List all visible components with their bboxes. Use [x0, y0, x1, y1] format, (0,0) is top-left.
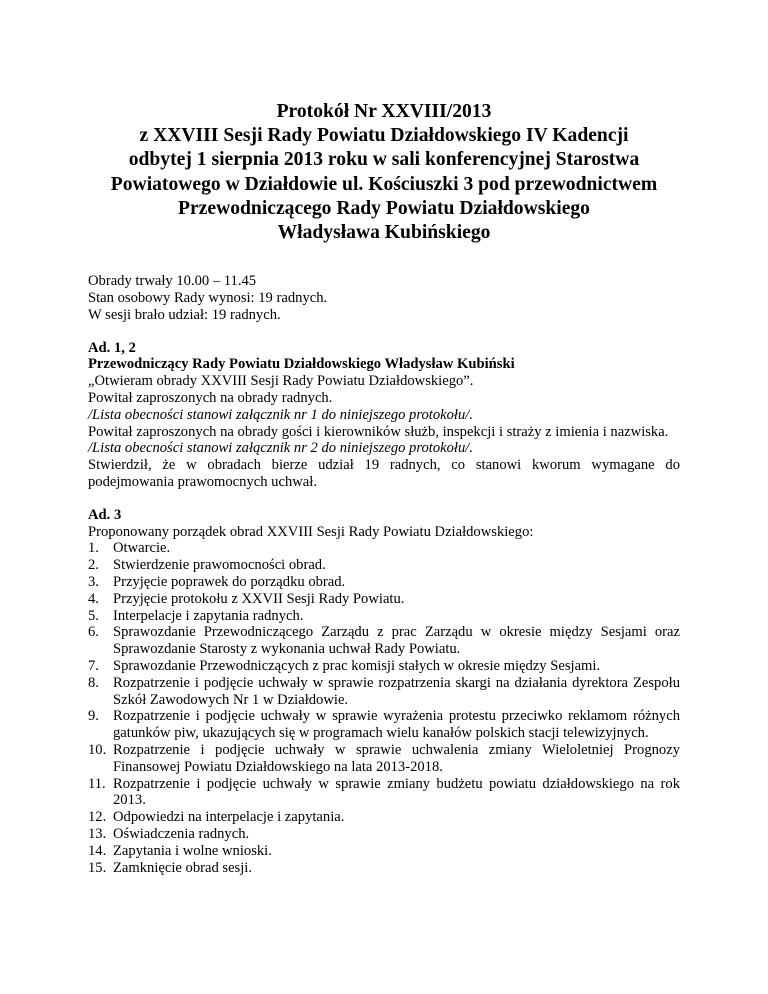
agenda-item-number: 7. [88, 657, 99, 674]
title-line: Przewodniczącego Rady Powiatu Działdowskiego [178, 197, 590, 219]
ad12-attachment-1: /Lista obecności stanowi załącznik nr 1 do niniejszego protokołu/. [88, 406, 473, 423]
agenda-item-number: 4. [88, 590, 99, 607]
ad12-quote: „Otwieram obrady XXVIII Sesji Rady Powiatu Działdowskiego”. [88, 373, 474, 390]
agenda-item [88, 826, 680, 843]
agenda-item-text: Zapytania i wolne wnioski. [113, 842, 272, 859]
document-page [88, 100, 680, 876]
agenda-item-text: Zamknięcie obrad sesji. [113, 859, 252, 876]
council-size: Stan osobowy Rady wynosi: 19 radnych. [88, 290, 328, 307]
title-line: Władysława Kubińskiego [277, 222, 491, 244]
agenda-item-number: 3. [88, 573, 99, 590]
agenda-list [88, 540, 680, 876]
agenda-item-text: Przyjęcie poprawek do porządku obrad. [113, 573, 346, 590]
title-line: z XXVIII Sesji Rady Powiatu Działdowskiego IV Kadencji [139, 125, 629, 147]
agenda-item [88, 624, 680, 658]
agenda-item [88, 574, 680, 591]
agenda-item-number: 1. [88, 540, 99, 557]
agenda-item-text: Przyjęcie protokołu z XXVII Sesji Rady Powiatu. [113, 590, 405, 607]
ad12-heading: Ad. 1, 2 [88, 339, 136, 356]
agenda-item [88, 658, 680, 675]
agenda-item [88, 776, 680, 810]
agenda-item-number: 9. [88, 708, 99, 725]
session-duration: Obrady trwały 10.00 – 11.45 [88, 273, 257, 290]
agenda-item [88, 809, 680, 826]
agenda-item-text: Rozpatrzenie i podjęcie uchwały w sprawie uchwalenia zmiany Wieloletniej Prognozy Finansowej Powiatu Działdowskiego na lata 2013-2018. [113, 741, 680, 775]
agenda-item-number: 8. [88, 674, 99, 691]
agenda-item-number: 13. [88, 825, 107, 842]
agenda-item-number: 6. [88, 624, 99, 641]
agenda-item [88, 591, 680, 608]
title-line: odbytej 1 sierpnia 2013 roku w sali konferencyjnej Starostwa [128, 149, 640, 171]
agenda-item [88, 742, 680, 776]
agenda-item-number: 2. [88, 557, 99, 574]
title-line: Protokół Nr XXVIII/2013 [276, 101, 492, 122]
ad12-speaker: Przewodniczący Rady Powiatu Działdowskiego Władysław Kubiński [88, 356, 515, 373]
agenda-item [88, 860, 680, 877]
agenda-item-text: Rozpatrzenie i podjęcie uchwały w sprawie zmiany budżetu powiatu działdowskiego na rok 2013. [113, 775, 680, 809]
agenda-item [88, 540, 680, 557]
ad3-intro: Proponowany porządek obrad XXVIII Sesji Rady Powiatu Działdowskiego: [88, 523, 534, 540]
title-line: Powiatowego w Działdowie ul. Kościuszki 3 pod przewodnictwem [110, 173, 658, 195]
ad3-heading: Ad. 3 [88, 506, 122, 523]
agenda-item-number: 10. [88, 741, 107, 758]
ad12-welcome-guests: Powitał zaproszonych na obrady gości i kierowników służb, inspekcji i straży z imienia i nazwiska. [88, 423, 669, 440]
agenda-item [88, 608, 680, 625]
agenda-item-number: 12. [88, 809, 107, 826]
attendance: W sesji brało udział: 19 radnych. [88, 306, 281, 323]
agenda-item-number: 14. [88, 842, 107, 859]
agenda-item-text: Oświadczenia radnych. [113, 825, 250, 842]
agenda-item-text: Rozpatrzenie i podjęcie uchwały w sprawie wyrażenia protestu przeciwko reklamom różnych gatunków piw, ukazujących się w programach wielu kanałów polskich stacji telewizyjnych. [113, 708, 680, 742]
ad12-attachment-2: /Lista obecności stanowi załącznik nr 2 do niniejszego protokołu/. [88, 440, 473, 457]
agenda-item-number: 11. [88, 775, 106, 792]
ad12-welcome-councillors: Powitał zaproszonych na obrady radnych. [88, 390, 333, 406]
agenda-item [88, 843, 680, 860]
agenda-item-text: Otwarcie. [113, 540, 171, 557]
agenda-item-number: 5. [88, 607, 99, 624]
agenda-item-text: Stwierdzenie prawomocności obrad. [113, 557, 326, 574]
agenda-item-text: Odpowiedzi na interpelacje i zapytania. [113, 809, 345, 826]
ad12-section [88, 340, 680, 491]
agenda-item-number: 15. [88, 859, 107, 876]
agenda-item [88, 675, 680, 709]
protocol-title [88, 100, 680, 245]
agenda-item [88, 708, 680, 742]
ad3-section [88, 507, 680, 877]
agenda-item-text: Sprawozdanie Przewodniczących z prac komisji stałych w okresie między Sesjami. [113, 657, 601, 674]
agenda-item-text: Rozpatrzenie i podjęcie uchwały w sprawie rozpatrzenia skargi na działania dyrektora Zespołu Szkół Zawodowych Nr 1 w Działdowie. [113, 674, 680, 708]
agenda-item-text: Interpelacje i zapytania radnych. [113, 607, 304, 624]
agenda-item [88, 557, 680, 574]
agenda-item-text: Sprawozdanie Przewodniczącego Zarządu z prac Zarządu w okresie między Sesjami oraz Sprawozdanie Starosty z wykonania uchwał Rady Powiatu. [113, 624, 680, 658]
intro-section [88, 273, 680, 323]
ad12-quorum: Stwierdził, że w obradach bierze udział 19 radnych, co stanowi kworum wymagane do podejmowania prawomocnych uchwał. [88, 457, 680, 490]
